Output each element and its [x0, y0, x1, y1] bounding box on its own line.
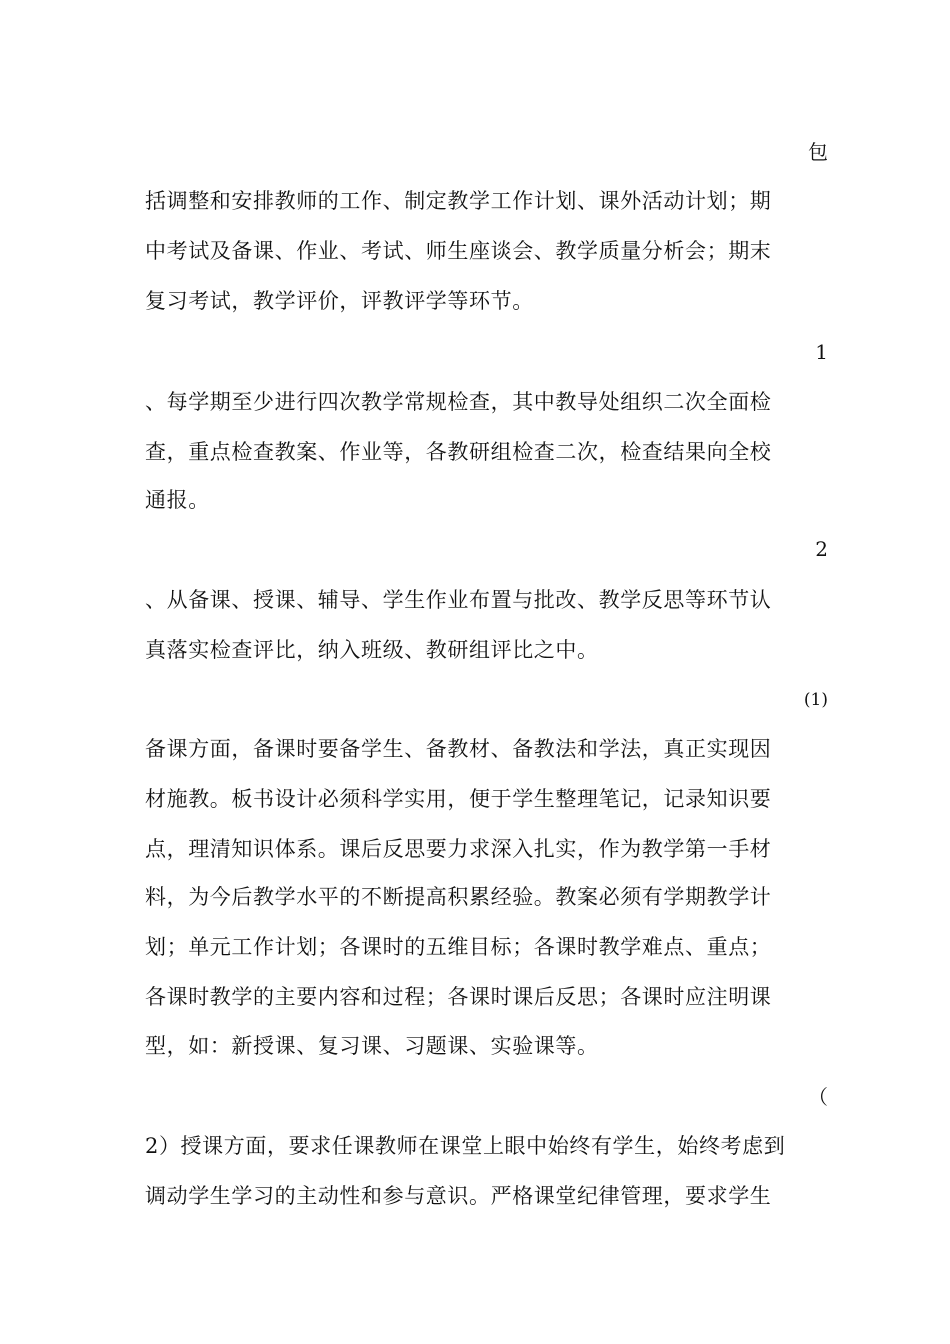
paragraph-marker: 包	[808, 140, 828, 164]
text-line: 备课方面，备课时要备学生、备教材、备教法和学法，真正实现因	[145, 737, 772, 761]
text-line: 中考试及备课、作业、考试、师生座谈会、教学质量分析会；期末	[145, 239, 772, 263]
text-line: 真落实检查评比，纳入班级、教研组评比之中。	[145, 638, 599, 662]
paragraph-marker: 1	[815, 340, 828, 364]
paragraph-marker: （	[808, 1085, 828, 1109]
text-line: 型，如：新授课、复习课、习题课、实验课等。	[145, 1034, 599, 1058]
text-line: 料，为今后教学水平的不断提高积累经验。教案必须有学期教学计	[145, 885, 772, 909]
paragraph-marker: 2	[815, 537, 828, 561]
text-line: 括调整和安排教师的工作、制定教学工作计划、课外活动计划；期	[145, 189, 772, 213]
text-line: 调动学生学习的主动性和参与意识。严格课堂纪律管理，要求学生	[145, 1184, 772, 1208]
text-line: 通报。	[145, 488, 210, 512]
text-line: 划；单元工作计划；各课时的五维目标；各课时教学难点、重点；	[145, 935, 772, 959]
text-line: 2）授课方面，要求任课教师在课堂上眼中始终有学生，始终考虑到	[145, 1134, 786, 1158]
text-line: 、每学期至少进行四次教学常规检查，其中教导处组织二次全面检	[145, 390, 772, 414]
text-line: 查，重点检查教案、作业等，各教研组检查二次，检查结果向全校	[145, 440, 772, 464]
text-line: 、从备课、授课、辅导、学生作业布置与批改、教学反思等环节认	[145, 588, 772, 612]
text-line: 复习考试，教学评价，评教评学等环节。	[145, 289, 534, 313]
paragraph-marker: (1)	[803, 690, 828, 710]
text-line: 各课时教学的主要内容和过程；各课时课后反思；各课时应注明课	[145, 985, 772, 1009]
text-line: 材施教。板书设计必须科学实用，便于学生整理笔记，记录知识要	[145, 787, 772, 811]
text-line: 点，理清知识体系。课后反思要力求深入扎实，作为教学第一手材	[145, 837, 772, 861]
